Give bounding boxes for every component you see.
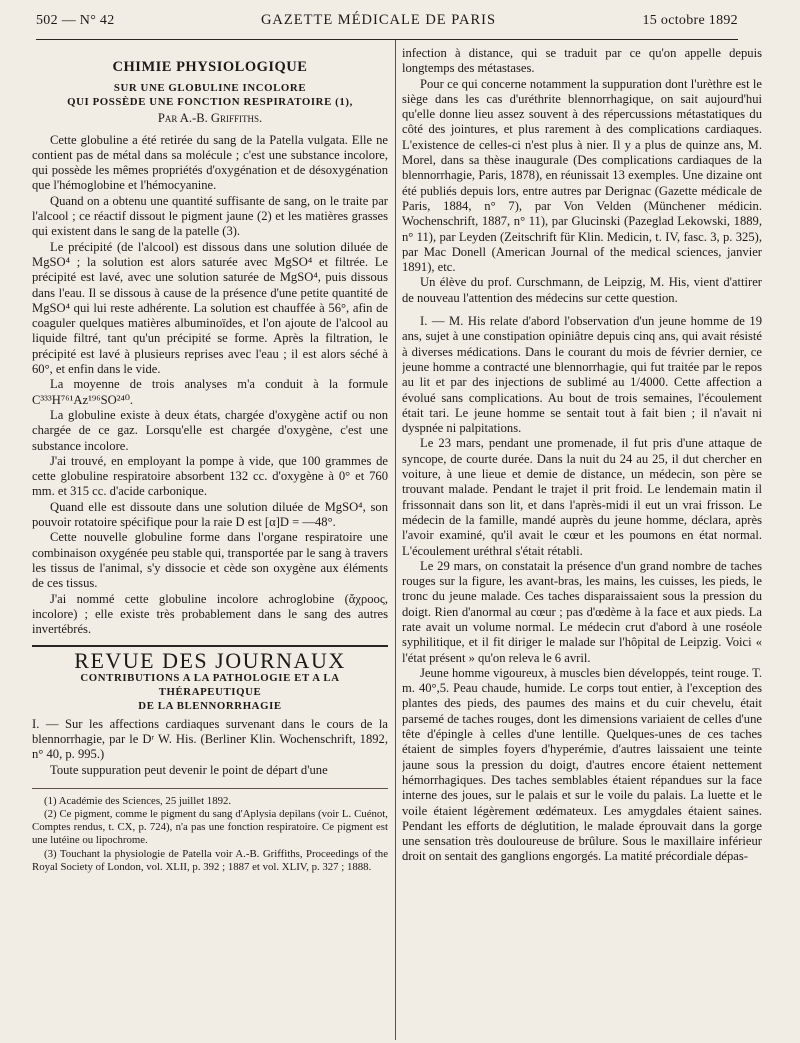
footnote: (3) Touchant la physiologie de Patella voir A.-B. Griffiths, Proceedings of the Royal Society of London, vol. XLII, p. 392 ; 1887 et vol. XLIV, p. 327 ; 1888. [32, 847, 388, 873]
journal-title: GAZETTE MÉDICALE DE PARIS [260, 12, 497, 28]
paragraph: Jeune homme vigoureux, à muscles bien développés, teint rouge. T. m. 40°,5. Peau chaude, humide. Le corps tout entier, à l'exception des plantes des pieds, des paumes des mains et du cuir chevelu, était parsemé de taches rouges, dont les dimensions variaient de celles d'une tête d'épingle à celles d'une lentille. Quelques-unes de ces taches étaient de simples foyers d'hyperémie, d'autres laissaient une teinte jaune sous la pression du doigt, d'autres encore étaient nettement hémorrhagiques. Des taches semblables étaient répandues sur la face interne des joues, sur le palais et sur le voile du palais. La luette et le voile étaient légèrement œdémateux. Les amygdales étaient saines. Pendant les efforts de déglutition, le malade éprouvait dans la gorge une sensation très douloureuse de brûlure. Sous le maxillaire inférieur droit on sentait des ganglions engorgés. La matité précordiale dépas- [402, 665, 762, 864]
footnotes [32, 788, 388, 874]
paragraph: Le 29 mars, on constatait la présence d'un grand nombre de taches rouges sur la figure, les avant-bras, les mains, les cuisses, les pieds, le tronc du jeune malade. Ces taches disparaissaient sous la pression du doigt. Rien d'anormal au cœur ; pas d'œdème à la face et aux pieds. La rate avait un volume normal. Le médecin crut d'abord à une roséole syphilitique, et il fit diriger le malade sur l'hôpital de Leipzig. Voici « l'état présent » qu'on releva le 6 avril. [402, 558, 762, 665]
article-subtitle: QUI POSSÈDE UNE FONCTION RESPIRATOIRE (1), [67, 96, 353, 109]
page-number: 502 — N° 42 [36, 13, 115, 28]
paragraph: Quand elle est dissoute dans une solution diluée de MgSO⁴, son pouvoir rotatoire spécifique pour la raie D est [α]D = —48°. [32, 499, 388, 530]
revue-subtitle: DE LA BLENNORRHAGIE [138, 699, 282, 712]
paragraph: J'ai trouvé, en employant la pompe à vide, que 100 grammes de cette globuline respiratoire absorbent 132 cc. d'oxygène à 0° et 760 mm. et 315 cc. d'acide carbonique. [32, 453, 388, 499]
column-divider [395, 40, 396, 1040]
right-column [402, 46, 762, 1038]
revue-title: REVUE DES JOURNAUX [32, 645, 388, 668]
revue-subtitle: CONTRIBUTIONS A LA PATHOLOGIE ET A LA THÉRAPEUTIQUE [80, 671, 340, 698]
paragraph: I. — Sur les affections cardiaques survenant dans le cours de la blennorrhagie, par le Dʳ W. His. (Berliner Klin. Wochenschrift, 1892, n° 40, p. 995.) [32, 716, 388, 762]
article-subtitle: SUR UNE GLOBULINE INCOLORE [113, 82, 307, 95]
article-author: Par A.-B. Griffiths. [157, 111, 263, 126]
footnote: (2) Ce pigment, comme le pigment du sang d'Aplysia depilans (voir L. Cuénot, Comptes rendus, t. CX, p. 724), n'a pas une fonction respiratoire. Ce pigment est une lutéine ou lipochrome. [32, 808, 388, 847]
paragraph: La globuline existe à deux états, chargée d'oxygène actif ou non chargée de ce gaz. Lorsqu'elle est chargée d'oxygène, c'est une substance incolore. [32, 407, 388, 453]
left-column [32, 46, 388, 1038]
page-header [36, 12, 738, 34]
paragraph: Cette globuline a été retirée du sang de la Patella vulgata. Elle ne contient pas de métal dans sa molécule ; c'est une substance incolore, qui possède les mêmes propriétés d'oxygénation et de désoxygénation que l'hémoglobine et l'hémocyanine. [32, 132, 388, 193]
paragraph: J'ai nommé cette globuline incolore achroglobine (ἄχροος, incolore) ; elle existe très probablement dans le sang des autres invertébrés. [32, 591, 388, 637]
footnote: (1) Académie des Sciences, 25 juillet 1892. [44, 794, 232, 807]
paragraph: infection à distance, qui se traduit par ce qu'on appelle depuis longtemps des métastases. [402, 46, 762, 76]
paragraph: I. — M. His relate d'abord l'observation d'un jeune homme de 19 ans, sujet à une constipation opiniâtre depuis cinq ans, qui avait résisté à diverses médications. Dans le courant du mois de février dernier, ce jeune homme a contracté une blennorrhagie, qui fut traitée par le repos au lit et par des injections de sublimé au 1/4000. Cette affection a évolué sans complications. Au bout de trois semaines, l'écoulement était tari. Le jeune homme se sentait tout à fait bien ; il n'avait ni dyspnée ni palpitations. [402, 314, 762, 436]
paragraph: Cette nouvelle globuline forme dans l'organe respiratoire une combinaison oxygénée peu stable qui, transportée par le sang à travers les tissus de l'animal, s'y dissocie et cède son oxygène aux éléments de ces tissus. [32, 530, 388, 591]
paragraph: Toute suppuration peut devenir le point de départ d'une [50, 762, 328, 777]
paragraph: Pour ce qui concerne notamment la suppuration dont l'urèthre est le siège dans les cas d'uréthrite blennorrhagique, on sait aujourd'hui qu'elle donne lieu assez souvent à des répercussions métastatiques du côté des jointures, et plus rarement à des complications cardiaques. L'existence de celles-ci n'est plus à nier. Il y a plus de quinze ans, M. Morel, dans sa thèse inaugurale (Des complications cardiaques de la blennorrhagie, Paris, 1878), en réunissait 13 exemples. Une dizaine ont été publiés depuis lors, entre autres par Derignac (Gazette médicale de Paris, 1884, n° 7), par Von Velden (Münchener médicin. Wochenschrift, 1887, n° 11), par Glucinski (Pazeglad Lekowski, 1889, n° 11), par Leyden (Zeitschrift für Klin. Medicin, t. IV, fasc. 3, p. 325), par Mac Donell (American Journal of the medical sciences, janvier 1891), etc. [402, 76, 762, 275]
paragraph: Le précipité (de l'alcool) est dissous dans une solution diluée de MgSO⁴ ; la solution est alors saturée avec MgSO⁴ et filtrée. Le précipité est lavé, avec une solution saturée de MgSO⁴, puis dissous dans l'eau. Il se dissous à cause de la présence d'une petite quantité de MgSO⁴ qui lui reste adhérente. La solution est chauffée à 56°, afin de coaguler quelques matières albuminoïdes, et l'on ajoute de l'alcool au liquide filtré, tant qu'un précipité se forme. Après la filtration, le précipité est lavé à plusieurs reprises avec l'eau ; il est alors séché à 60°, et enfin dans le vide. [32, 239, 388, 377]
paragraph: Le 23 mars, pendant une promenade, il fut pris d'une attaque de syncope, de courte durée. Dans la nuit du 24 au 25, il dut chercher en voiture, à une lieue et demie de distance, un médecin, son père se trouvant malade. Pendant le trajet il prit froid. Le lendemain matin il frissonnait dans son lit, et dans l'après-midi il eut un vrai frisson. Le médecin de la famille, mandé auprès du jeune homme, déclara, après l'avoir examiné, qu'il avait le cœur et les poumons en état normal. L'écoulement uréthral s'était rétabli. [402, 436, 762, 558]
header-rule [36, 39, 738, 40]
paragraph: La moyenne de trois analyses m'a conduit à la formule C³³³H⁷⁶¹Az¹⁹⁶SO²⁴⁰. [32, 377, 388, 407]
section-title: CHIMIE PHYSIOLOGIQUE [112, 59, 308, 75]
issue-date: 15 octobre 1892 [642, 13, 738, 28]
paragraph: Quand on a obtenu une quantité suffisante de sang, on le traite par l'alcool ; ce réactif dissout le pigment jaune (2) et les matières grasses qui existent dans le sang de la patelle (3). [32, 193, 388, 239]
paragraph: Un élève du prof. Curschmann, de Leipzig, M. His, vient d'attirer de nouveau l'attention des médecins sur cette question. [402, 275, 762, 305]
